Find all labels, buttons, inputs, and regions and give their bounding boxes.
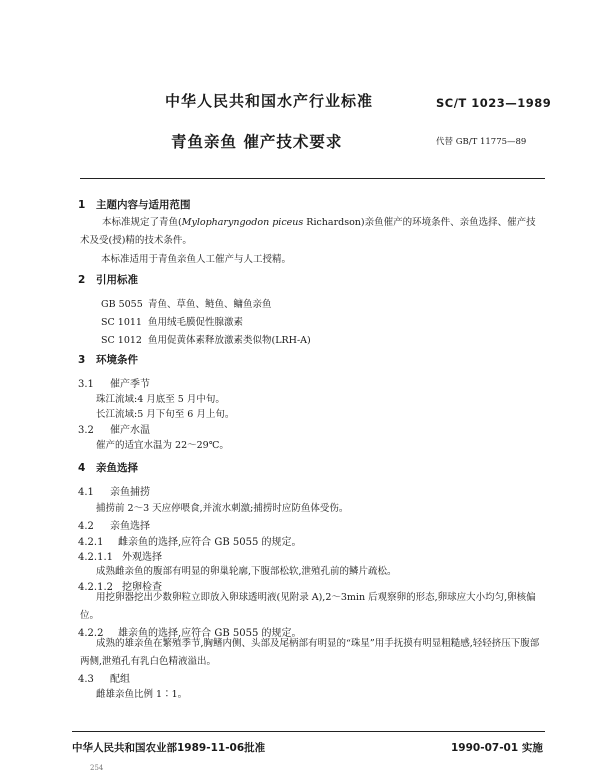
subsection-4-2-1 [78, 533, 302, 548]
subsection-title: 挖卵检查 [122, 582, 162, 593]
reference-item [101, 296, 272, 310]
latin-name: Mylopharyngodon piceus [181, 217, 304, 228]
reference-code: GB 5055 [101, 299, 143, 310]
reference-name: 青鱼、草鱼、鲢鱼、鳙鱼亲鱼 [148, 299, 272, 310]
subsection-4-3-heading [78, 670, 130, 685]
page-number: 254 [90, 764, 104, 772]
section-1-paragraph-2: 本标准适用于青鱼亲鱼人工催产与人工授精。 [101, 254, 292, 265]
text-line: 长江流域:5 月下旬至 6 月上旬。 [96, 409, 235, 420]
subsection-number: 3.2 [78, 425, 94, 436]
section-number: 4 [78, 462, 86, 474]
subsection-title: 配组 [110, 674, 130, 685]
subsection-title: 催产水温 [110, 425, 150, 436]
reference-code: SC 1011 [101, 317, 142, 328]
standard-code: SC/T 1023—1989 [436, 96, 552, 110]
text-run: Richardson)亲鱼催产的环境条件、亲鱼选择、催产技术及受(授)精的技术条件。 [80, 217, 536, 246]
subsection-3-2-heading [78, 421, 150, 436]
subsection-number: 3.1 [78, 379, 94, 390]
section-3-heading [78, 352, 138, 367]
industry-standard-heading: 中华人民共和国水产行业标准 [165, 92, 374, 110]
subsection-4-2-1-1-heading [78, 548, 162, 563]
section-1-paragraph-1 [80, 214, 544, 250]
section-4-heading [78, 460, 138, 475]
section-number: 1 [78, 199, 86, 211]
text-line: 捕捞前 2～3 天应停喂食,并流水刺激;捕捞时应防鱼体受伤。 [96, 503, 349, 514]
paragraph: 用挖卵器挖出少数卵粒立即放入卵球透明液(见附录 A),2～3min 后观察卵的形态,卵球应大小均匀,卵核偏位。 [80, 592, 536, 621]
reference-item [101, 314, 243, 328]
text-line: 珠江流域:4 月底至 5 月中旬。 [96, 394, 225, 405]
subsection-number: 4.3 [78, 674, 94, 685]
effective-date: 1990-07-01 实施 [451, 742, 543, 754]
subsection-title: 外观选择 [122, 552, 162, 563]
replaces-note: 代替 GB/T 11775—89 [436, 137, 527, 147]
footer-rule [72, 731, 545, 732]
subsection-number: 4.2.1.1 [78, 552, 113, 563]
section-title: 主题内容与适用范围 [96, 199, 191, 211]
subsection-4-1-heading [78, 483, 150, 498]
section-title: 亲鱼选择 [96, 462, 138, 474]
text-run: 本标准规定了青鱼( [102, 217, 182, 228]
subsection-title: 亲鱼选择 [110, 521, 150, 532]
subsection-title: 催产季节 [110, 379, 150, 390]
reference-code: SC 1012 [101, 335, 142, 346]
subsection-number: 4.2.1 [78, 537, 104, 548]
subsection-text: 雌亲鱼的选择,应符合 GB 5055 的规定。 [118, 537, 302, 548]
subsection-number: 4.2.2 [78, 628, 104, 639]
issued-by: 中华人民共和国农业部1989-11-06批准 [72, 742, 266, 754]
section-title: 引用标准 [96, 274, 138, 286]
subsection-4-2-heading [78, 517, 150, 532]
subsection-title: 亲鱼捕捞 [110, 487, 150, 498]
section-2-heading [78, 272, 138, 287]
reference-item [101, 332, 311, 346]
subsection-number: 4.2.1.2 [78, 582, 113, 593]
document-title: 青鱼亲鱼 催产技术要求 [171, 133, 343, 151]
reference-name: 鱼用绒毛膜促性腺激素 [148, 317, 244, 328]
section-number: 3 [78, 354, 86, 366]
section-1-heading [78, 197, 191, 212]
subsection-3-1-heading [78, 375, 150, 390]
reference-name: 鱼用促黄体素释放激素类似物(LRH-A) [148, 335, 311, 346]
subsection-number: 4.1 [78, 487, 94, 498]
text-line: 成熟雌亲鱼的腹部有明显的卵巢轮廓,下腹部松软,泄殖孔前的鳞片疏松。 [96, 566, 397, 577]
text-line: 催产的适宜水温为 22～29℃。 [96, 440, 229, 451]
subsection-text: 雄亲鱼的选择,应符合 GB 5055 的规定。 [118, 628, 302, 639]
section-number: 2 [78, 274, 86, 286]
header-rule [80, 178, 545, 179]
section-title: 环境条件 [96, 354, 138, 366]
subsection-number: 4.2 [78, 521, 94, 532]
paragraph: 成熟的雄亲鱼在繁殖季节,胸鳍内侧、头部及尾柄部有明显的“珠星”用手抚摸有明显粗糙感,轻轻挤压下腹部两侧,泄殖孔有乳白色精液溢出。 [80, 638, 540, 667]
text-line: 雌雄亲鱼比例 1∶1。 [96, 689, 188, 700]
